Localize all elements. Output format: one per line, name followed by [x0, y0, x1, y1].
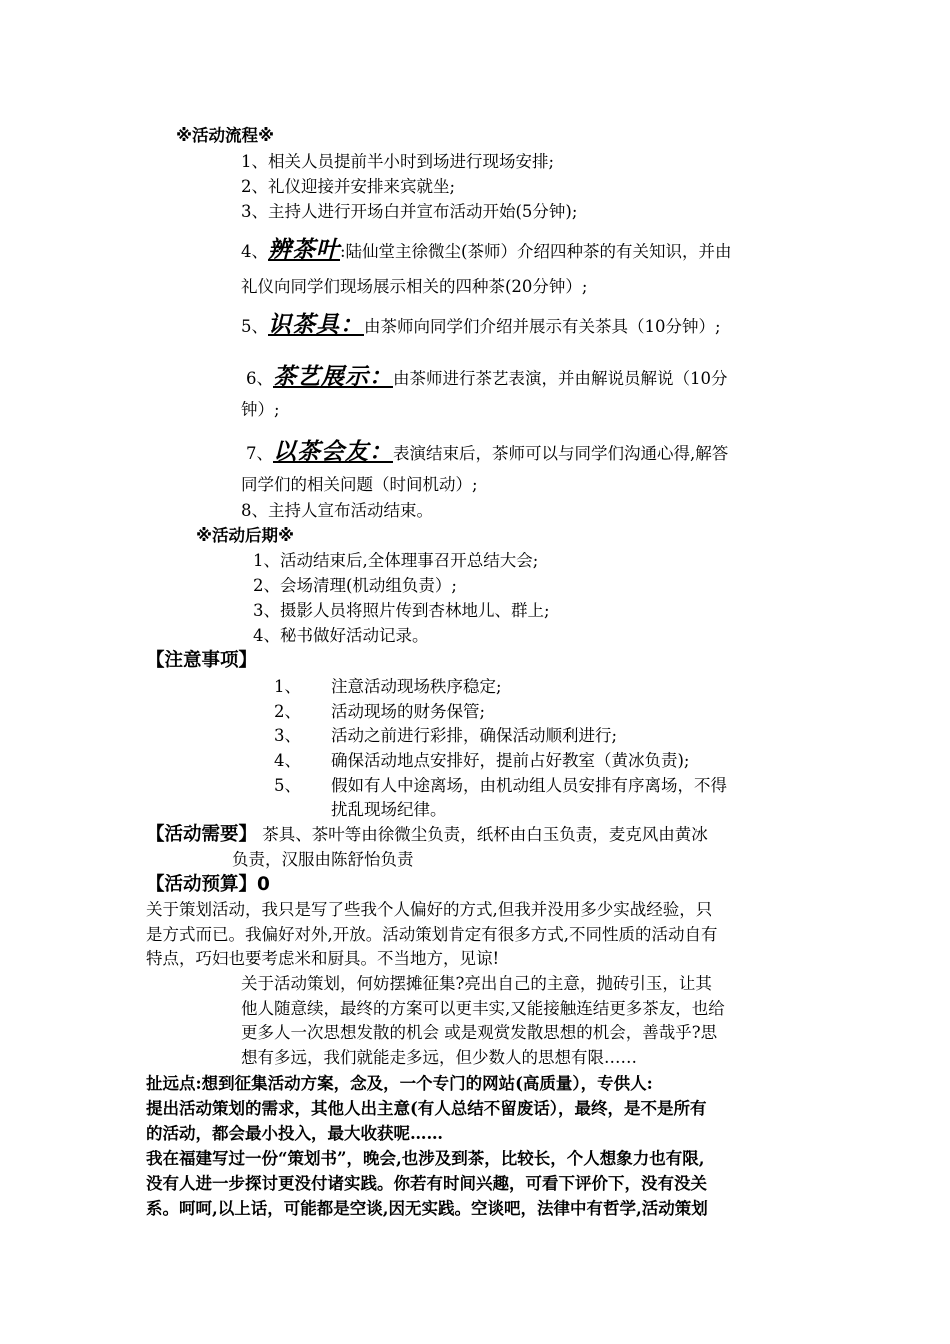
notes-item-2-num: 2、 — [274, 702, 301, 721]
para2-line-1: 关于活动策划，何妨摆摊征集?亮出自己的主意，抛砖引玉，让其 — [241, 974, 712, 993]
para1-line-2: 是方式而已。我偏好对外,开放。活动策划肯定有很多方式,不同性质的活动自有 — [146, 925, 718, 944]
flow-item-7-key: 以茶会友： — [273, 438, 393, 465]
notes-item-5-cont: 扰乱现场纪律。 — [331, 800, 447, 819]
needs-text: 茶具、茶叶等由徐微尘负责，纸杯由白玉负责，麦克风由黄冰 — [257, 825, 708, 844]
notes-item-5-text: 假如有人中途离场，由机动组人员安排有序离场，不得 — [331, 776, 727, 795]
para3-line-4: 我在福建写过一份“策划书”，晚会,也涉及到茶，比较长，个人想象力也有限, — [146, 1149, 705, 1168]
flow-item-7-num: 7、 — [246, 444, 273, 463]
para3-line-1: 扯远点:想到征集活动方案，念及，一个专门的网站(高质量），专供人: — [146, 1074, 653, 1093]
flow-item-5-text: 由茶师向同学们介绍并展示有关茶具（10分钟）; — [364, 317, 721, 336]
flow-item-5-num: 5、 — [241, 317, 268, 336]
para2-line-3: 更多人一次思想发散的机会 或是观赏发散思想的机会，善哉乎?思 — [241, 1023, 718, 1042]
needs-title: 【活动需要】 — [146, 824, 258, 845]
post-item-4: 4、秘书做好活动记录。 — [253, 626, 429, 645]
flow-item-6-num: 6、 — [246, 369, 273, 388]
notes-item-4-text: 确保活动地点安排好，提前占好教室（黄冰负责); — [331, 751, 690, 770]
notes-item-2-text: 活动现场的财务保管; — [331, 702, 486, 721]
notes-item-1 — [274, 675, 502, 699]
budget-title: 【活动预算】0 — [146, 874, 270, 895]
notes-item-1-text: 注意活动现场秩序稳定; — [331, 677, 502, 696]
flow-item-4 — [241, 234, 732, 268]
notes-item-1-num: 1、 — [274, 677, 301, 696]
para2-line-2: 他人随意续，最终的方案可以更丰实,又能接触连结更多茶友，也给 — [241, 999, 725, 1018]
post-item-3: 3、摄影人员将照片传到杏林地儿、群上; — [253, 601, 550, 620]
notes-item-4-num: 4、 — [274, 751, 301, 770]
flow-item-6-key: 茶艺展示： — [273, 363, 393, 390]
post-item-2: 2、会场清理(机动组负责）; — [253, 576, 457, 595]
para2-line-4: 想有多远，我们就能走多远，但少数人的思想有限…… — [241, 1048, 637, 1067]
flow-item-5-key: 识茶具： — [268, 311, 364, 338]
notes-item-5 — [274, 774, 727, 798]
para3-line-6: 系。呵呵,以上话，可能都是空谈,因无实践。空谈吧，法律中有哲学,活动策划 — [146, 1199, 708, 1218]
needs-cont: 负责，汉服由陈舒怡负责 — [232, 850, 414, 869]
needs-line — [146, 823, 708, 847]
post-title: ※活动后期※ — [196, 526, 295, 545]
flow-item-1: 1、相关人员提前半小时到场进行现场安排; — [241, 152, 555, 171]
flow-item-6-cont: 钟）; — [241, 400, 280, 419]
flow-item-3: 3、主持人进行开场白并宣布活动开始(5分钟); — [241, 202, 578, 221]
para1-line-3: 特点，巧妇也要考虑米和厨具。不当地方，见谅! — [146, 949, 500, 968]
flow-item-4-num: 4、 — [241, 242, 268, 261]
flow-item-7-text: 表演结束后，茶师可以与同学们沟通心得,解答 — [393, 444, 729, 463]
para3-line-5: 没有人进一步探讨更没付诸实践。你若有时间兴趣，可看下评价下，没有没关 — [146, 1174, 707, 1193]
flow-item-4-key: 辨茶叶 — [268, 236, 340, 263]
para3-line-3: 的活动，都会最小投入，最大收获呢…… — [146, 1124, 443, 1143]
para3-line-2: 提出活动策划的需求，其他人出主意(有人总结不留废话），最终，是不是所有 — [146, 1099, 707, 1118]
notes-item-3 — [274, 724, 617, 748]
flow-item-7-cont: 同学们的相关问题（时间机动）; — [241, 475, 478, 494]
post-item-1: 1、活动结束后,全体理事召开总结大会; — [253, 551, 539, 570]
flow-item-5 — [241, 309, 721, 343]
flow-item-7 — [246, 436, 728, 470]
notes-item-5-num: 5、 — [274, 776, 301, 795]
notes-title: 【注意事项】 — [146, 650, 258, 671]
notes-item-3-text: 活动之前进行彩排，确保活动顺利进行; — [331, 726, 618, 745]
flow-item-6-text: 由茶师进行茶艺表演，并由解说员解说（10分 — [393, 369, 728, 388]
notes-item-2 — [274, 700, 485, 724]
flow-item-4-cont: 礼仪向同学们现场展示相关的四种茶(20分钟）; — [241, 277, 588, 296]
flow-title: ※活动流程※ — [176, 126, 275, 145]
para1-line-1: 关于策划活动，我只是写了些我个人偏好的方式,但我并没用多少实战经验，只 — [146, 900, 713, 919]
flow-item-6 — [246, 361, 728, 395]
notes-item-4 — [274, 749, 690, 773]
flow-item-4-text: :陆仙堂主徐微尘(茶师）介绍四种茶的有关知识，并由 — [340, 242, 732, 261]
flow-item-2: 2、礼仪迎接并安排来宾就坐; — [241, 177, 456, 196]
flow-item-8: 8、主持人宣布活动结束。 — [241, 501, 433, 520]
notes-item-3-num: 3、 — [274, 726, 301, 745]
